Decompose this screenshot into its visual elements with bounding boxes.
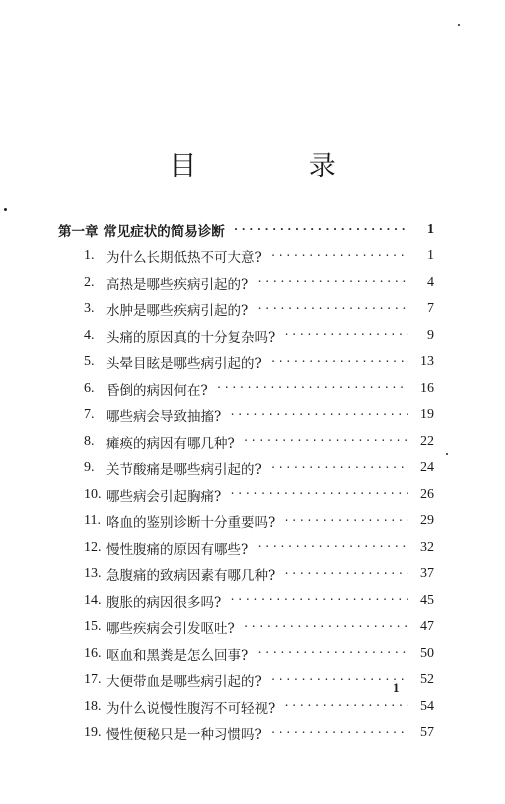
entry-page-number: 4	[427, 274, 434, 290]
toc-entry-row	[58, 402, 434, 429]
table-of-contents	[58, 217, 434, 747]
entry-title: 为什么说慢性腹泻不可轻视?	[106, 700, 276, 717]
toc-entry-row	[58, 270, 434, 297]
toc-entry-row	[58, 561, 434, 588]
dot-leader	[229, 487, 408, 500]
entry-title: 急腹痛的致病因素有哪几种?	[106, 568, 276, 585]
entry-page-number: 16	[420, 380, 434, 396]
entry-page-number: 29	[420, 513, 434, 529]
chapter-title: 第一章 常见症状的简易诊断	[58, 224, 225, 240]
dot-leader	[270, 461, 408, 474]
chapter-page-number: 1	[427, 222, 434, 237]
entry-title: 呕血和黑粪是怎么回事?	[106, 647, 249, 664]
entry-number: 19.	[84, 725, 102, 741]
entry-page-number: 54	[420, 698, 434, 714]
entry-title: 哪些疾病会引发呕吐?	[106, 621, 235, 638]
entry-page-number: 37	[420, 566, 434, 582]
entry-title: 哪些病会导致抽搐?	[106, 409, 222, 426]
entry-page-number: 47	[420, 619, 434, 635]
entry-title: 慢性腹痛的原因有哪些?	[106, 541, 249, 558]
entry-number: 5.	[84, 354, 95, 370]
toc-entry-row	[58, 482, 434, 509]
entry-page-number: 13	[420, 354, 434, 370]
page-number: 1	[393, 680, 400, 695]
entry-number: 16.	[84, 645, 102, 661]
dot-leader	[216, 381, 408, 394]
entry-title: 咯血的鉴别诊断十分重要吗?	[106, 515, 276, 532]
entry-number: 13.	[84, 566, 102, 582]
entry-title: 腹胀的病因很多吗?	[106, 594, 222, 611]
dot-leader	[283, 567, 408, 580]
toc-entry-row	[58, 694, 434, 721]
toc-entry-row	[58, 349, 434, 376]
entry-number: 18.	[84, 698, 102, 714]
entry-number: 7.	[84, 407, 95, 423]
entry-number: 1.	[84, 248, 95, 264]
entry-number: 15.	[84, 619, 102, 635]
dot-leader	[233, 223, 408, 236]
entry-title: 高热是哪些疾病引起的?	[106, 276, 249, 293]
entry-number: 17.	[84, 672, 102, 688]
toc-entry-row	[58, 243, 434, 270]
entry-number: 10.	[84, 486, 102, 502]
toc-entry-row	[58, 720, 434, 747]
dot-leader	[256, 646, 408, 659]
entry-title: 头晕目眩是哪些病引起的?	[106, 356, 262, 373]
entry-page-number: 22	[420, 433, 434, 449]
entry-title: 哪些病会引起胸痛?	[106, 488, 222, 505]
entry-page-number: 32	[420, 539, 434, 555]
dot-leader	[270, 726, 408, 739]
scan-speck	[4, 208, 7, 211]
entry-number: 6.	[84, 380, 95, 396]
toc-entry-row	[58, 667, 434, 694]
toc-entry-row	[58, 535, 434, 562]
toc-entry-row	[58, 455, 434, 482]
dot-leader	[270, 673, 408, 686]
scan-speck	[446, 453, 448, 455]
dot-leader	[256, 275, 408, 288]
dot-leader	[283, 699, 408, 712]
toc-entry-row	[58, 323, 434, 350]
toc-entry-row	[58, 429, 434, 456]
toc-entry-list	[58, 243, 434, 747]
entry-title: 关节酸痛是哪些病引起的?	[106, 462, 262, 479]
entry-title: 大便带血是哪些病引起的?	[106, 674, 262, 691]
entry-title: 水肿是哪些疾病引起的?	[106, 303, 249, 320]
entry-title: 昏倒的病因何在?	[106, 382, 208, 399]
dot-leader	[243, 434, 408, 447]
entry-number: 2.	[84, 274, 95, 290]
entry-number: 11.	[84, 513, 101, 529]
entry-title: 瘫痪的病因有哪几种?	[106, 435, 235, 452]
entry-number: 12.	[84, 539, 102, 555]
toc-entry-row	[58, 376, 434, 403]
toc-entry-row	[58, 296, 434, 323]
scan-speck	[458, 24, 460, 26]
dot-leader	[270, 249, 408, 262]
entry-page-number: 9	[427, 327, 434, 343]
entry-page-number: 19	[420, 407, 434, 423]
entry-number: 9.	[84, 460, 95, 476]
dot-leader	[283, 514, 408, 527]
entry-title: 慢性便秘只是一种习惯吗?	[106, 727, 262, 744]
entry-page-number: 50	[420, 645, 434, 661]
entry-number: 14.	[84, 592, 102, 608]
entry-page-number: 45	[420, 592, 434, 608]
entry-title: 头痛的原因真的十分复杂吗?	[106, 329, 276, 346]
entry-page-number: 57	[420, 725, 434, 741]
dot-leader	[229, 408, 408, 421]
dot-leader	[229, 593, 408, 606]
entry-title: 为什么长期低热不可大意?	[106, 250, 262, 267]
toc-entry-row	[58, 508, 434, 535]
entry-page-number: 52	[420, 672, 434, 688]
entry-page-number: 24	[420, 460, 434, 476]
entry-number: 4.	[84, 327, 95, 343]
entry-page-number: 1	[427, 248, 434, 264]
toc-entry-row	[58, 614, 434, 641]
toc-chapter-row	[58, 217, 434, 243]
dot-leader	[283, 328, 408, 341]
toc-entry-row	[58, 588, 434, 615]
entry-page-number: 7	[427, 301, 434, 317]
entry-number: 3.	[84, 301, 95, 317]
page-title: 目 录	[169, 151, 388, 182]
dot-leader	[256, 302, 408, 315]
entry-page-number: 26	[420, 486, 434, 502]
dot-leader	[256, 540, 408, 553]
dot-leader	[243, 620, 408, 633]
dot-leader	[270, 355, 408, 368]
entry-number: 8.	[84, 433, 95, 449]
toc-entry-row	[58, 641, 434, 668]
